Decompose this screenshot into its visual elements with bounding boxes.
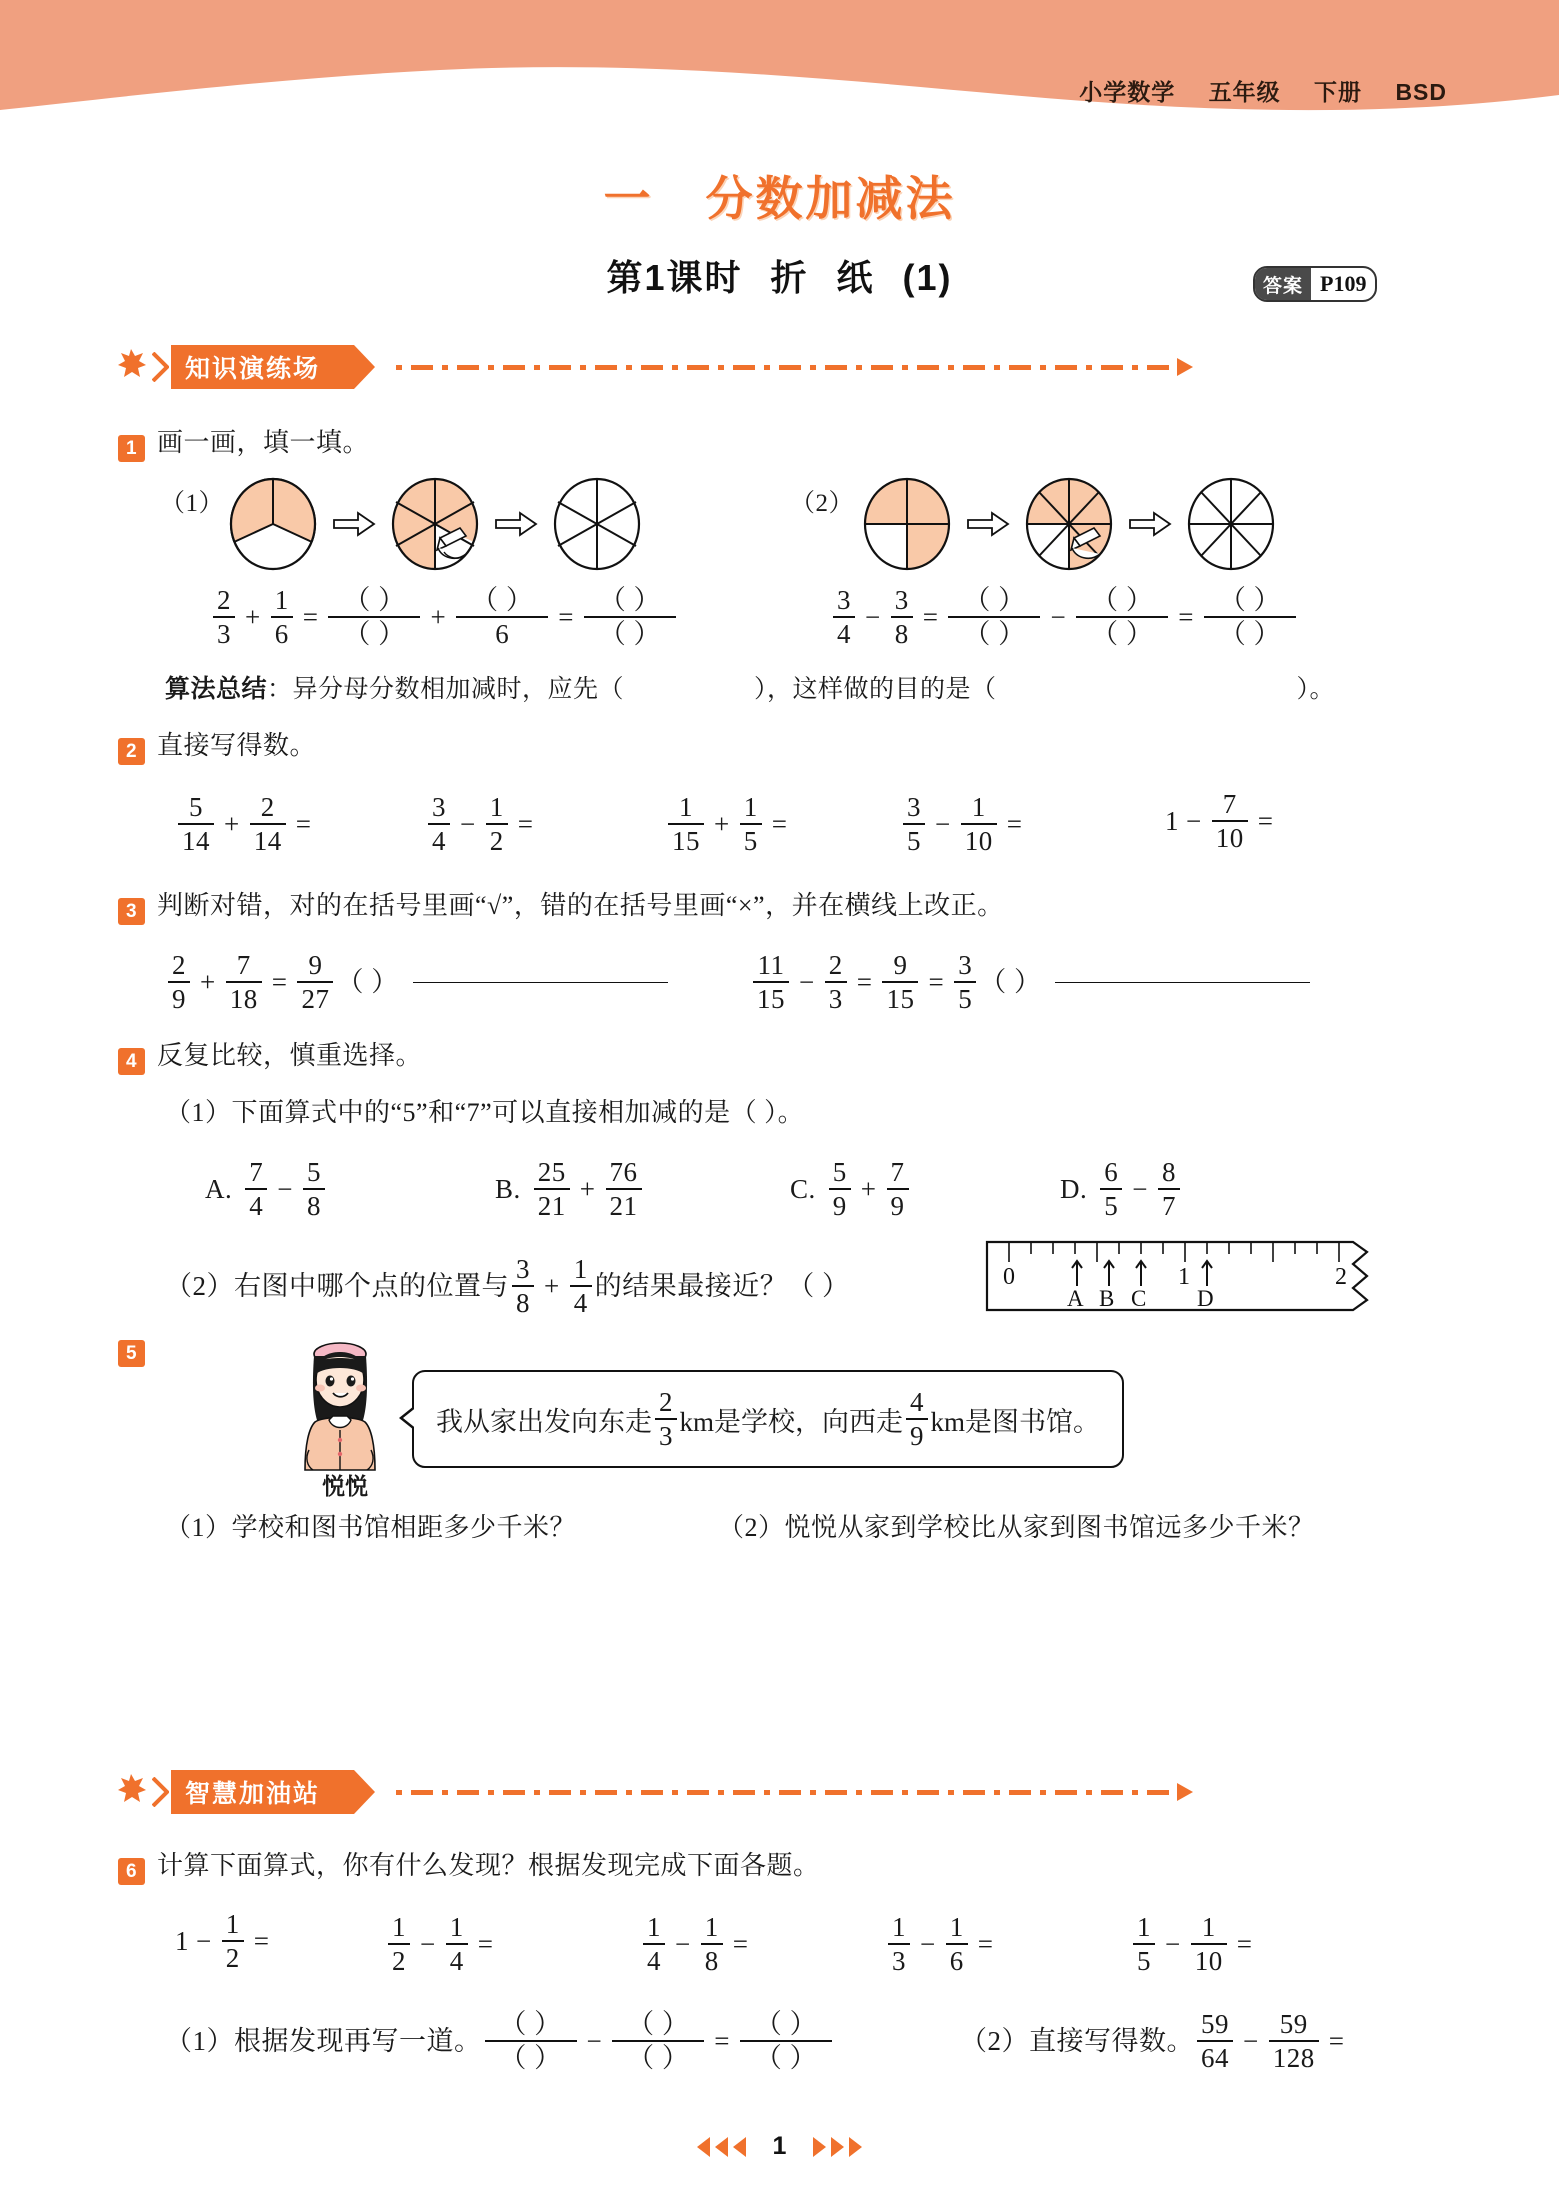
summary-label: 算法总结 <box>165 676 268 703</box>
section-arrow-icon <box>1177 358 1193 376</box>
section-dash-rule <box>396 1790 1169 1795</box>
question-2 <box>118 728 316 765</box>
fraction: 9 27 <box>297 951 333 1013</box>
star-person-icon <box>110 1770 154 1814</box>
fraction: 2 9 <box>168 951 190 1013</box>
fraction: 1 15 <box>668 793 704 855</box>
question-6-prompt: 计算下面算式，你有什么发现？根据发现完成下面各题。 <box>157 1851 820 1880</box>
fraction: 3 5 <box>954 951 976 1013</box>
summary-text-c: ）。 <box>1296 676 1336 703</box>
arrow-right-icon <box>332 511 376 537</box>
header-volume: 下册 <box>1314 79 1363 105</box>
fraction: 3 4 <box>428 793 450 855</box>
q4-option-D[interactable]: D. 6 5 − 8 7 <box>1060 1158 1183 1220</box>
fraction: 7 18 <box>226 951 262 1013</box>
section-title-knowledge: 知识演练场 <box>171 345 354 389</box>
footer-left-arrows <box>697 2137 746 2157</box>
q1-algorithm-summary <box>165 673 1335 707</box>
q1-part1-label: （1） <box>160 490 225 517</box>
fraction: 1 3 <box>888 1913 910 1975</box>
fraction: 7 9 <box>887 1158 909 1220</box>
header-grade: 五年级 <box>1208 79 1281 105</box>
page-header-band <box>0 0 1559 135</box>
answer-blank-fraction[interactable]: （ ） （ ） <box>740 2010 832 2072</box>
answer-blank-fraction[interactable]: （ ） （ ） <box>612 2010 704 2072</box>
q4-option-B[interactable]: B. 25 21 + 76 21 <box>495 1158 645 1220</box>
fraction: 2 3 <box>825 951 847 1013</box>
q6-item-3: 1 4 − 1 8 = <box>640 1910 755 1975</box>
fraction-circle-4-of-3 <box>862 476 952 572</box>
answer-reference-badge[interactable] <box>1253 266 1377 302</box>
question-number-5: 5 <box>118 1340 145 1367</box>
q4-sub1-text: （1）下面算式中的“5”和“7”可以直接相加减的是（ ）。 <box>165 1098 805 1127</box>
girl-character-name: 悦悦 <box>322 1474 368 1499</box>
answer-blank-fraction[interactable]: （ ） （ ） <box>948 586 1040 648</box>
q2-item-2: 3 4 − 1 2 = <box>425 790 540 855</box>
fraction-circle-6-of-4 <box>390 476 480 572</box>
q4-option-A[interactable]: A. 7 4 − 5 8 <box>205 1158 328 1220</box>
lesson-name-b: 纸 <box>836 257 875 298</box>
fraction-circle-8-of-6 <box>1024 476 1114 572</box>
question-2-prompt: 直接写得数。 <box>157 731 317 760</box>
question-1-prompt: 画一画，填一填。 <box>157 428 370 457</box>
arrow-right-icon <box>966 511 1010 537</box>
chapter-number: 一 <box>603 172 654 225</box>
arrow-right-icon <box>494 511 538 537</box>
judgement-paren[interactable]: （ ） <box>979 966 1042 997</box>
question-1 <box>118 425 369 462</box>
fraction: 1 10 <box>961 793 997 855</box>
fraction: 1 5 <box>1133 1913 1155 1975</box>
fraction: 2 3 <box>655 1388 677 1450</box>
svg-text:0: 0 <box>1003 1264 1015 1290</box>
q4-option-C[interactable]: C. 5 9 + 7 9 <box>790 1158 912 1220</box>
answer-blank-fraction[interactable]: （ ） （ ） <box>584 586 676 648</box>
fraction: 1 6 <box>271 586 293 648</box>
q3-item-1: 2 9 + 7 18 = 9 27 （ ） <box>165 948 668 1013</box>
lesson-index: (1) <box>902 257 953 298</box>
page-number: 1 <box>772 2132 787 2160</box>
q6-item-1: 1 − 1 2 = <box>175 1909 270 1974</box>
fraction: 7 10 <box>1212 790 1248 852</box>
fraction-circle-6-empty <box>552 476 642 572</box>
chevron-right-icon <box>152 352 169 382</box>
star-person-icon <box>110 345 154 389</box>
question-number-6: 6 <box>118 1858 145 1885</box>
chevron-right-icon <box>152 1777 169 1807</box>
fraction-circle-8-empty <box>1186 476 1276 572</box>
question-number-3: 3 <box>118 898 145 925</box>
fraction: 1 4 <box>643 1913 665 1975</box>
page-footer <box>0 2132 1559 2161</box>
q6-sub2: （2）直接写得数。 59 64 − 59 128 = <box>960 2009 1345 2074</box>
fraction: 3 8 <box>512 1255 534 1317</box>
q5-speech-bubble: 我从家出发向东走 2 3 km是学校，向西走 4 9 km是图书馆。 <box>412 1370 1124 1468</box>
arrow-right-icon <box>1128 511 1172 537</box>
q2-item-3: 1 15 + 1 5 = <box>665 790 794 855</box>
fraction: 1 2 <box>486 793 508 855</box>
fraction: 1 8 <box>701 1913 723 1975</box>
summary-text-a: ：异分母分数相加减时，应先（ <box>267 676 625 703</box>
footer-right-arrows <box>813 2137 862 2157</box>
fraction: 5 14 <box>178 793 214 855</box>
q6-item-5: 1 5 − 1 10 = <box>1130 1910 1259 1975</box>
q1-part2-diagram <box>862 476 1276 572</box>
fraction-circle-3-of-2 <box>228 476 318 572</box>
q2-item-5: 1 − 7 10 = <box>1165 789 1274 854</box>
question-number-2: 2 <box>118 738 145 765</box>
girl-character-illustration <box>285 1340 395 1477</box>
header-edition: BSD <box>1395 79 1447 105</box>
fraction: 1 4 <box>446 1913 468 1975</box>
q2-item-1: 5 14 + 2 14 = <box>175 790 318 855</box>
question-5 <box>118 1330 145 1367</box>
fraction: 1 2 <box>388 1913 410 1975</box>
section-title-wisdom: 智慧加油站 <box>171 1770 354 1814</box>
fraction: 3 8 <box>891 586 913 648</box>
section-arrow-icon <box>1177 1783 1193 1801</box>
fraction: 5 8 <box>303 1158 325 1220</box>
question-4-prompt: 反复比较，慎重选择。 <box>157 1041 423 1070</box>
answer-blank-fraction[interactable]: （ ） （ ） <box>328 586 420 648</box>
lesson-ordinal: 第1课时 <box>606 257 743 298</box>
question-4 <box>118 1038 422 1075</box>
correction-line[interactable] <box>413 982 668 983</box>
question-3-prompt: 判断对错，对的在括号里画“√”，错的在括号里画“×”，并在横线上改正。 <box>157 891 1004 920</box>
q1-part1-diagram <box>228 476 642 572</box>
chapter-name: 分数加减法 <box>705 172 956 225</box>
fraction: 4 9 <box>906 1388 928 1450</box>
svg-text:D: D <box>1197 1286 1214 1311</box>
q5-sub1: （1）学校和图书馆相距多少千米？ <box>165 1513 577 1542</box>
question-6 <box>118 1848 820 1885</box>
fraction: 25 21 <box>534 1158 570 1220</box>
lesson-name-a: 折 <box>770 257 809 298</box>
fraction: 59 128 <box>1269 2010 1319 2072</box>
answer-badge-label: 答案 <box>1255 268 1311 300</box>
answer-blank-fraction[interactable]: （ ） （ ） <box>485 2010 577 2072</box>
fraction: 3 5 <box>903 793 925 855</box>
fraction: 11 15 <box>753 951 789 1013</box>
q1-part2-expression: 3 4 − 3 8 = （ ） （ ） − （ ） （ ） = （ ） （ ） <box>830 583 1299 648</box>
q6-item-4: 1 3 − 1 6 = <box>885 1910 1000 1975</box>
answer-badge-page: P109 <box>1320 271 1367 296</box>
section-banner-wisdom <box>110 1770 1193 1814</box>
svg-text:1: 1 <box>1178 1264 1190 1290</box>
fraction: 7 4 <box>245 1158 267 1220</box>
q3-item-2: 11 15 − 2 3 = 9 15 = 3 5 （ ） <box>750 948 1310 1013</box>
q5-sub2: （2）悦悦从家到学校比从家到图书馆远多少千米？ <box>718 1513 1315 1542</box>
q4-sub2-text: （2）右图中哪个点的位置与 3 8 + 1 4 的结果最接近？（ ） <box>165 1254 850 1319</box>
answer-blank-fraction[interactable]: （ ） （ ） <box>1076 586 1168 648</box>
fraction: 3 4 <box>833 586 855 648</box>
correction-line[interactable] <box>1055 982 1310 983</box>
question-number-4: 4 <box>118 1048 145 1075</box>
summary-text-b: ），这样做的目的是（ <box>754 676 997 703</box>
judgement-paren[interactable]: （ ） <box>336 966 399 997</box>
fraction: 1 10 <box>1191 1913 1227 1975</box>
fraction: 8 7 <box>1158 1158 1180 1220</box>
svg-text:B: B <box>1099 1286 1115 1311</box>
chapter-title <box>0 162 1559 229</box>
fraction: 59 64 <box>1197 2010 1233 2072</box>
svg-text:C: C <box>1131 1286 1147 1311</box>
svg-text:A: A <box>1067 1286 1084 1311</box>
q2-item-4: 3 5 − 1 10 = <box>900 790 1029 855</box>
question-number-1: 1 <box>118 435 145 462</box>
fraction: 6 5 <box>1100 1158 1122 1220</box>
q6-sub1: （1）根据发现再写一道。 （ ） （ ） − （ ） （ ） = （ ） （ ） <box>165 2010 835 2072</box>
q1-part2-label: （2） <box>790 490 855 517</box>
q1-part1-expression: 2 3 + 1 6 = （ ） （ ） + （ ） 6 = （ ） （ ） <box>210 583 679 648</box>
section-banner-knowledge <box>110 345 1193 389</box>
svg-text:2: 2 <box>1335 1264 1347 1290</box>
fraction: 1 5 <box>740 793 762 855</box>
fraction: 1 4 <box>570 1255 592 1317</box>
fraction: 1 2 <box>222 1910 244 1972</box>
number-line-ruler <box>985 1240 1385 1317</box>
fraction: 2 14 <box>250 793 286 855</box>
q6-item-2: 1 2 − 1 4 = <box>385 1910 500 1975</box>
header-meta <box>1079 74 1447 107</box>
section-dash-rule <box>396 365 1169 370</box>
question-3 <box>118 888 1004 925</box>
answer-blank-fraction[interactable]: （ ） 6 <box>456 586 548 648</box>
answer-blank-fraction[interactable]: （ ） （ ） <box>1204 586 1296 648</box>
fraction: 1 6 <box>946 1913 968 1975</box>
fraction: 2 3 <box>213 586 235 648</box>
fraction: 9 15 <box>882 951 918 1013</box>
fraction: 5 9 <box>829 1158 851 1220</box>
fraction: 76 21 <box>606 1158 642 1220</box>
header-subject: 小学数学 <box>1079 79 1176 105</box>
